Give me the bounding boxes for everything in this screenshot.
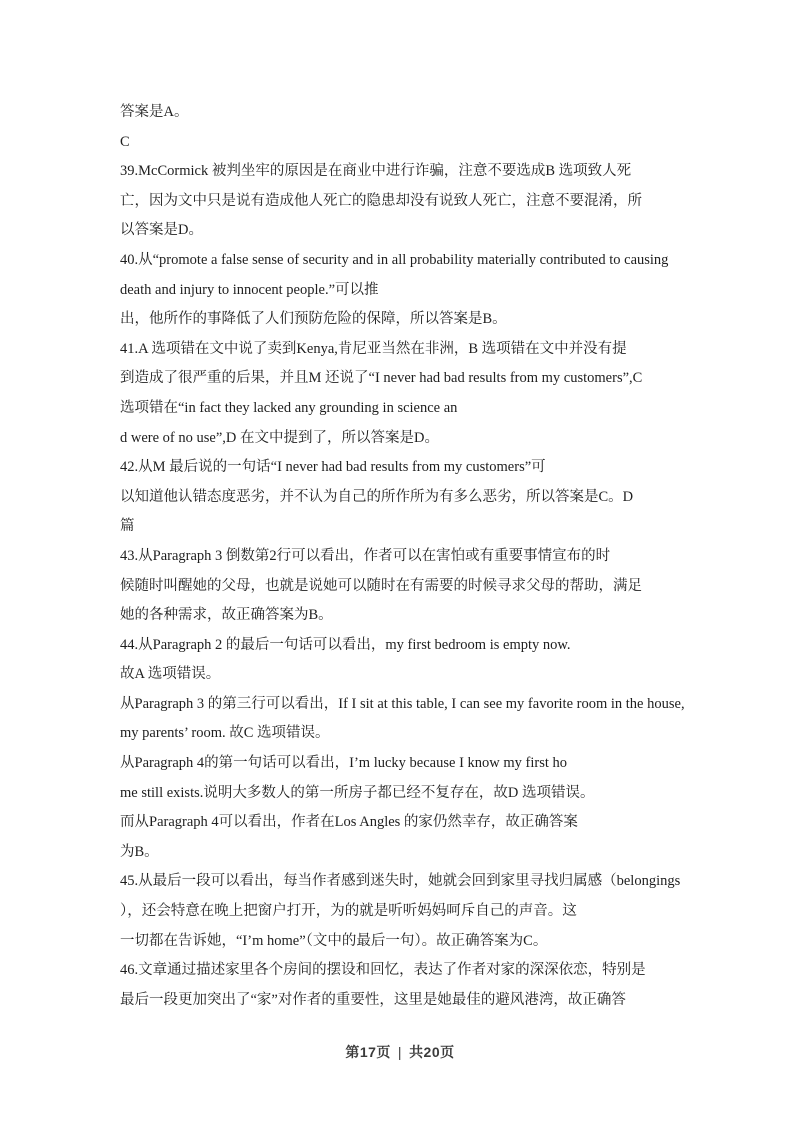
text-line: 45.从最后一段可以看出，每当作者感到迷失时，她就会回到家里寻找归属感（belongings xyxy=(120,873,681,890)
page-footer xyxy=(0,1042,800,1062)
text-line: 到造成了很严重的后果，并且M 还说了“I never had bad results from my customers”,C xyxy=(120,370,643,387)
text-line: 40.从“promote a false sense of security and in all probability materially contributed to causing xyxy=(120,251,669,268)
text-line: ），还会特意在晚上把窗户打开，为的就是听听妈妈呵斥自己的声音。这 xyxy=(120,903,577,920)
current-page-label: 第17页 xyxy=(345,1044,391,1060)
text-line: me still exists.说明大多数人的第一所房子都已经不复存在，故D 选项错误。 xyxy=(120,784,595,801)
text-line: my parents’ room. 故C 选项错误。 xyxy=(120,725,330,742)
text-line: 43.从Paragraph 3 倒数第2行可以看出，作者可以在害怕或有重要事情宣布的时 xyxy=(120,547,611,564)
text-line: 篇 xyxy=(120,518,135,535)
text-line: 46.文章通过描述家里各个房间的摆设和回忆，表达了作者对家的深深依恋，特别是 xyxy=(120,962,646,979)
text-line: 一切都在告诉她，“I’m home”（文中的最后一句）。故正确答案为C。 xyxy=(120,932,548,949)
text-line: 选项错在“in fact they lacked any grounding in science an xyxy=(120,399,458,416)
text-line: 答案是A。 xyxy=(120,104,189,120)
text-line: d were of no use”,D 在文中提到了，所以答案是D。 xyxy=(120,429,439,446)
total-pages-label: 共20页 xyxy=(409,1044,455,1060)
text-line: 而从Paragraph 4可以看出，作者在Los Angles 的家仍然幸存，故正确答案 xyxy=(120,814,578,831)
text-line: 故A 选项错误。 xyxy=(120,666,221,683)
text-line: 最后一段更加突出了“家”对作者的重要性，这里是她最佳的避风港湾，故正确答 xyxy=(120,991,626,1008)
text-line: 以答案是D。 xyxy=(120,222,203,239)
text-line: 她的各种需求，故正确答案为B。 xyxy=(120,607,333,624)
text-line: 39.McCormick 被判坐牢的原因是在商业中进行诈骗，注意不要选成B 选项致人死 xyxy=(120,163,632,180)
text-line: 42.从M 最后说的一句话“I never had bad results from my customers”可 xyxy=(120,459,546,476)
text-line: 亡，因为文中只是说有造成他人死亡的隐患却没有说致人死亡，注意不要混淆，所 xyxy=(120,192,642,209)
text-line: 候随时叫醒她的父母，也就是说她可以随时在有需要的时候寻求父母的帮助，满足 xyxy=(120,577,642,594)
text-line: 出，他所作的事降低了人们预防危险的保障，所以答案是B。 xyxy=(120,311,507,328)
text-line: 41.A 选项错在文中说了卖到Kenya,肯尼亚当然在非洲，B 选项错在文中并没有提 xyxy=(120,340,627,357)
text-line: 以知道他认错态度恶劣，并不认为自己的所作所为有多么恶劣，所以答案是C。D xyxy=(120,488,634,505)
text-line: 为B。 xyxy=(120,843,159,860)
text-line: 44.从Paragraph 2 的最后一句话可以看出，my first bedroom is empty now. xyxy=(120,636,571,653)
text-line: death and injury to innocent people.”可以推 xyxy=(120,281,379,298)
text-line: 从Paragraph 4的第一句话可以看出，I’m lucky because I know my first ho xyxy=(120,755,567,772)
text-line: 从Paragraph 3 的第三行可以看出，If I sit at this table, I can see my favorite room in the house, xyxy=(120,695,685,712)
text-line: C xyxy=(120,133,130,150)
answer-explanations-text xyxy=(120,98,720,1015)
footer-separator: | xyxy=(397,1044,403,1060)
